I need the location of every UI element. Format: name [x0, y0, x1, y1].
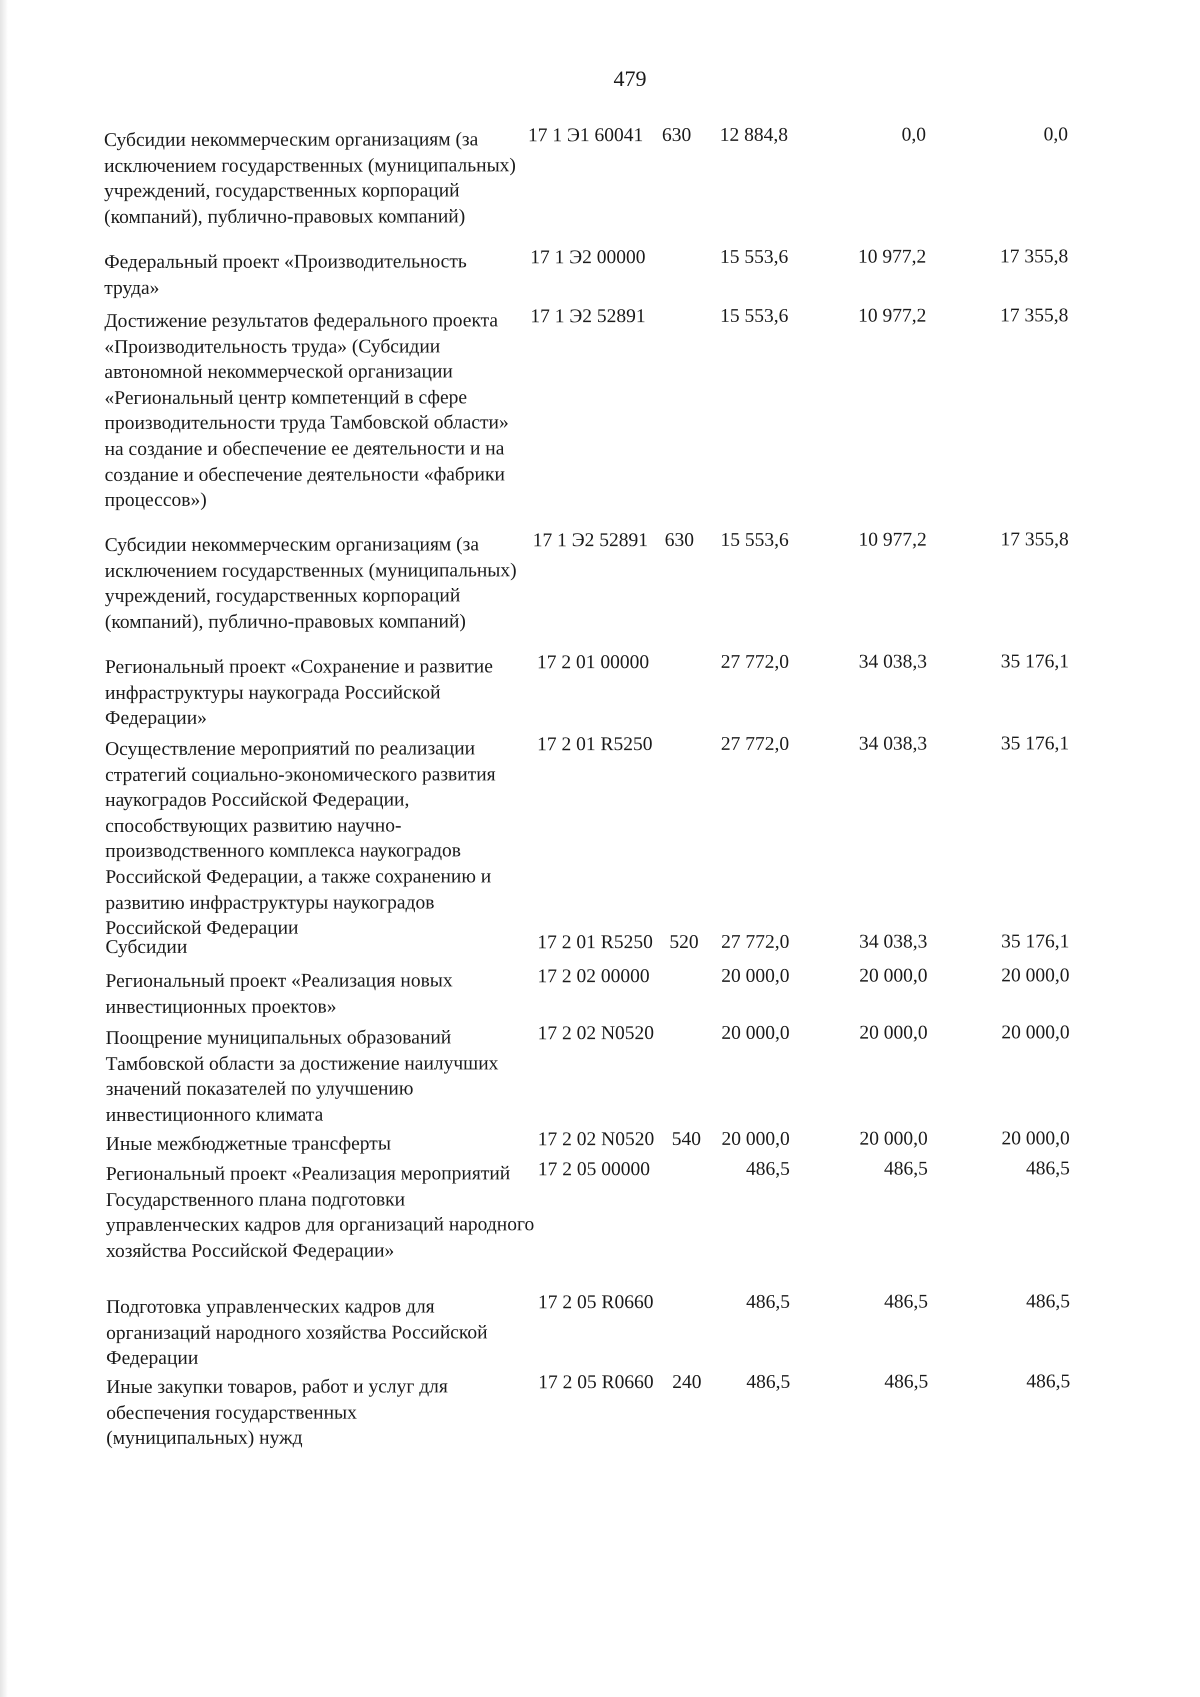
page-number: 479: [613, 66, 647, 91]
table-row: [106, 1373, 1180, 1455]
row-value-1: 486,5: [745, 1158, 790, 1180]
budget-table: [104, 126, 1180, 1455]
row-code: 17 2 02 N0520: [537, 1129, 655, 1151]
row-code: 17 1 Э2 00000: [530, 247, 646, 269]
row-value-3: 0,0: [1043, 124, 1069, 146]
row-value-1: 486,5: [746, 1371, 791, 1393]
row-value-3: 486,5: [1026, 1291, 1071, 1313]
row-value-1: 15 553,6: [720, 305, 789, 327]
row-type: 630: [661, 124, 692, 147]
row-name: Региональный проект «Сохранение и развитие инфраструктуры наукограда Российской Федерации»: [104, 656, 493, 730]
row-value-1: 486,5: [746, 1291, 791, 1313]
row-value-1: 20 000,0: [721, 1022, 790, 1044]
row-value-2: 34 038,3: [859, 931, 928, 953]
table-row: [105, 733, 1179, 940]
row-name: Иные межбюджетные трансферты: [105, 1133, 391, 1155]
row-name: Субсидии: [105, 936, 188, 958]
row-value-1: 27 772,0: [720, 733, 790, 755]
row-code: 17 2 05 R0660: [538, 1372, 654, 1394]
table-row: [105, 653, 1179, 737]
row-value-2: 20 000,0: [859, 965, 928, 987]
row-value-2: 486,5: [884, 1371, 929, 1393]
row-value-2: 0,0: [901, 124, 927, 146]
row-value-1: 27 772,0: [721, 931, 790, 953]
table-row: [106, 1160, 1180, 1295]
row-code: 17 2 02 N0520: [537, 1023, 655, 1045]
row-name: Субсидии некоммерческим организациям (за исключением государственных (муниципальных) учреждений, государственных корпораций (компаний), публично-правовых компаний): [104, 534, 517, 633]
row-value-2: 34 038,3: [858, 651, 927, 673]
row-value-3: 17 355,8: [1000, 529, 1069, 551]
row-code: 17 2 05 00000: [537, 1159, 650, 1181]
row-code: 17 1 Э2 52891: [532, 530, 648, 552]
table-row: [105, 531, 1179, 655]
row-type: 520: [669, 931, 699, 954]
row-value-1: 12 884,8: [719, 124, 789, 146]
row-name: Достижение результатов федерального проекта «Производительность труда» (Субсидии автономной некоммерческой организации «Региональный центр компетенций в сфере производительности труда Тамбовской области» на создание и обеспечение ее деятельности и на создание и обеспечение деятельности «фабрики процессов»): [104, 310, 509, 512]
table-row: [106, 1024, 1180, 1132]
row-value-3: 20 000,0: [1001, 965, 1070, 987]
row-value-2: 486,5: [884, 1291, 929, 1313]
row-value-2: 10 977,2: [857, 246, 927, 268]
row-code: 17 2 02 00000: [537, 966, 650, 988]
row-value-3: 35 176,1: [1001, 931, 1070, 953]
row-value-3: 486,5: [1026, 1371, 1071, 1393]
row-name: Осуществление мероприятий по реализации стратегий социально-экономического развития наукоградов Российской Федерации, способствующих развитию научно-производственного комплекса наукоградов Российской Федерации, а также сохранению и развитию инфраструктуры наукоградов Российской Федерации: [105, 738, 496, 940]
row-code: 17 2 05 R0660: [538, 1292, 654, 1314]
table-row: [104, 307, 1178, 533]
row-code: 17 2 01 00000: [536, 652, 650, 674]
row-name: Региональный проект «Реализация мероприятий Государственного плана подготовки управленческих кадров для организаций народного хозяйства Российской Федерации»: [105, 1163, 535, 1262]
row-value-3: 35 176,1: [1000, 733, 1070, 755]
row-value-1: 15 553,6: [719, 246, 789, 268]
row-code: 17 1 Э2 52891: [530, 306, 646, 328]
row-value-2: 34 038,3: [858, 733, 928, 755]
row-value-2: 20 000,0: [859, 1128, 928, 1150]
row-type: 540: [671, 1128, 702, 1151]
row-value-3: 20 000,0: [1001, 1022, 1070, 1044]
row-value-2: 10 977,2: [858, 305, 927, 327]
table-row: [105, 967, 1179, 1026]
row-value-3: 17 355,8: [1000, 305, 1069, 327]
row-value-3: 486,5: [1025, 1158, 1070, 1180]
table-row: [104, 126, 1178, 250]
table-row: [106, 1293, 1180, 1375]
scan-edge: [0, 0, 8, 1697]
row-name: Поощрение муниципальных образований Тамбовской области за достижение наилучших значений показателей по улучшению инвестиционного климата: [105, 1027, 499, 1126]
row-value-3: 35 176,1: [1000, 651, 1069, 673]
row-type: 630: [664, 529, 694, 552]
table-row: [104, 248, 1178, 309]
row-type: 240: [672, 1371, 702, 1394]
row-name: Федеральный проект «Производительность труда»: [104, 251, 467, 299]
row-value-1: 27 772,0: [720, 651, 789, 673]
row-name: Субсидии некоммерческим организациям (за исключением государственных (муниципальных) учреждений, государственных корпораций (компаний), публично-правовых компаний): [104, 129, 516, 228]
row-value-1: 20 000,0: [721, 965, 790, 987]
row-value-3: 20 000,0: [1001, 1128, 1070, 1150]
row-name: Региональный проект «Реализация новых инвестиционных проектов»: [105, 970, 453, 1018]
row-code: 17 1 Э1 60041: [527, 125, 644, 147]
row-name: Иные закупки товаров, работ и услуг для обеспечения государственных (муниципальных) нужд: [106, 1376, 448, 1450]
row-value-1: 15 553,6: [720, 529, 789, 551]
row-value-2: 20 000,0: [859, 1022, 928, 1044]
row-code: 17 2 01 R5250: [537, 932, 653, 954]
row-value-1: 20 000,0: [721, 1128, 790, 1150]
row-value-2: 486,5: [883, 1158, 928, 1180]
row-value-2: 10 977,2: [858, 529, 927, 551]
row-code: 17 2 01 R5250: [537, 734, 653, 756]
row-value-3: 17 355,8: [999, 246, 1069, 268]
row-name: Подготовка управленческих кадров для организаций народного хозяйства Российской Федерации: [106, 1296, 488, 1370]
